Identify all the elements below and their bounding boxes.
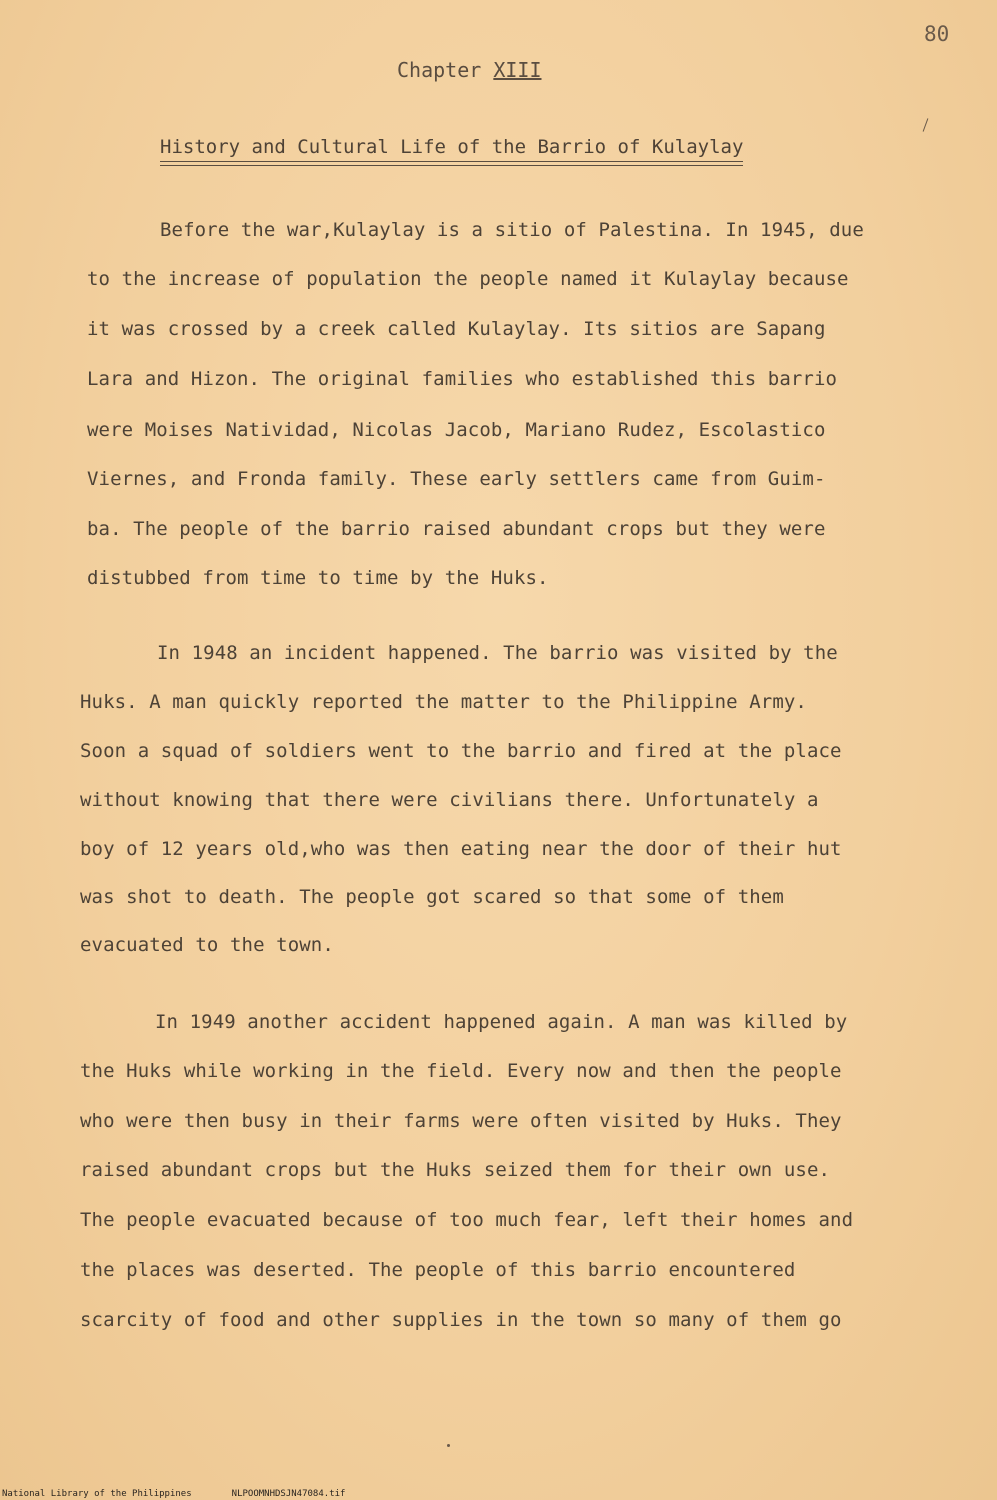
footer-library: National Library of the Philippines — [2, 1489, 192, 1499]
chapter-label: Chapter — [397, 58, 494, 82]
paragraph-2-line-6: was shot to death. The people got scared so that some of them — [80, 886, 784, 908]
paragraph-1-line-5: were Moises Natividad, Nicolas Jacob, Mariano Rudez, Escolastico — [87, 419, 826, 441]
paragraph-1-line-8: distubbed from time to time by the Huks. — [87, 567, 549, 589]
footer-filename: NLPOOMNHDSJN47084.tif — [231, 1489, 346, 1499]
paragraph-2-line-7: evacuated to the town. — [80, 934, 334, 956]
paragraph-1-line-6: Viernes, and Fronda family. These early settlers came from Guim- — [87, 468, 826, 490]
scan-footer — [2, 1489, 345, 1499]
paragraph-3-line-2: the Huks while working in the field. Every now and then the people — [80, 1060, 842, 1082]
paragraph-3-line-1: In 1949 another accident happened again. A man was killed by — [155, 1011, 848, 1033]
paragraph-1-line-7: ba. The people of the barrio raised abundant crops but they were — [87, 518, 826, 540]
paragraph-3-line-5: The people evacuated because of too much fear, left their homes and — [80, 1209, 854, 1231]
chapter-title — [397, 58, 542, 82]
paragraph-1-line-2: to the increase of population the people named it Kulaylay because — [87, 268, 849, 290]
paragraph-3-line-3: who were then busy in their farms were often visited by Huks. They — [80, 1110, 842, 1132]
paragraph-2-line-3: Soon a squad of soldiers went to the barrio and fired at the place — [80, 740, 842, 762]
chapter-numeral: XIII — [493, 58, 542, 82]
section-title: History and Cultural Life of the Barrio of Kulaylay — [160, 136, 743, 162]
paragraph-3-line-6: the places was deserted. The people of this barrio encountered — [80, 1259, 796, 1281]
paragraph-2-line-4: without knowing that there were civilians there. Unfortunately a — [80, 789, 819, 811]
paragraph-1-line-1: Before the war,Kulaylay is a sitio of Palestina. In 1945, due — [160, 219, 864, 241]
stray-dot — [447, 1444, 450, 1447]
page-number: 80 — [924, 22, 950, 46]
paragraph-3-line-7: scarcity of food and other supplies in the town so many of them go — [80, 1309, 842, 1331]
paragraph-2-line-5: boy of 12 years old,who was then eating near the door of their hut — [80, 838, 842, 860]
paragraph-2-line-2: Huks. A man quickly reported the matter to the Philippine Army. — [80, 691, 807, 713]
paragraph-3-line-4: raised abundant crops but the Huks seized them for their own use. — [80, 1159, 831, 1181]
paragraph-1-line-3: it was crossed by a creek called Kulaylay. Its sitios are Sapang — [87, 318, 826, 340]
paragraph-2-line-1: In 1948 an incident happened. The barrio was visited by the — [157, 642, 838, 664]
paragraph-1-line-4: Lara and Hizon. The original families who established this barrio — [87, 368, 838, 390]
